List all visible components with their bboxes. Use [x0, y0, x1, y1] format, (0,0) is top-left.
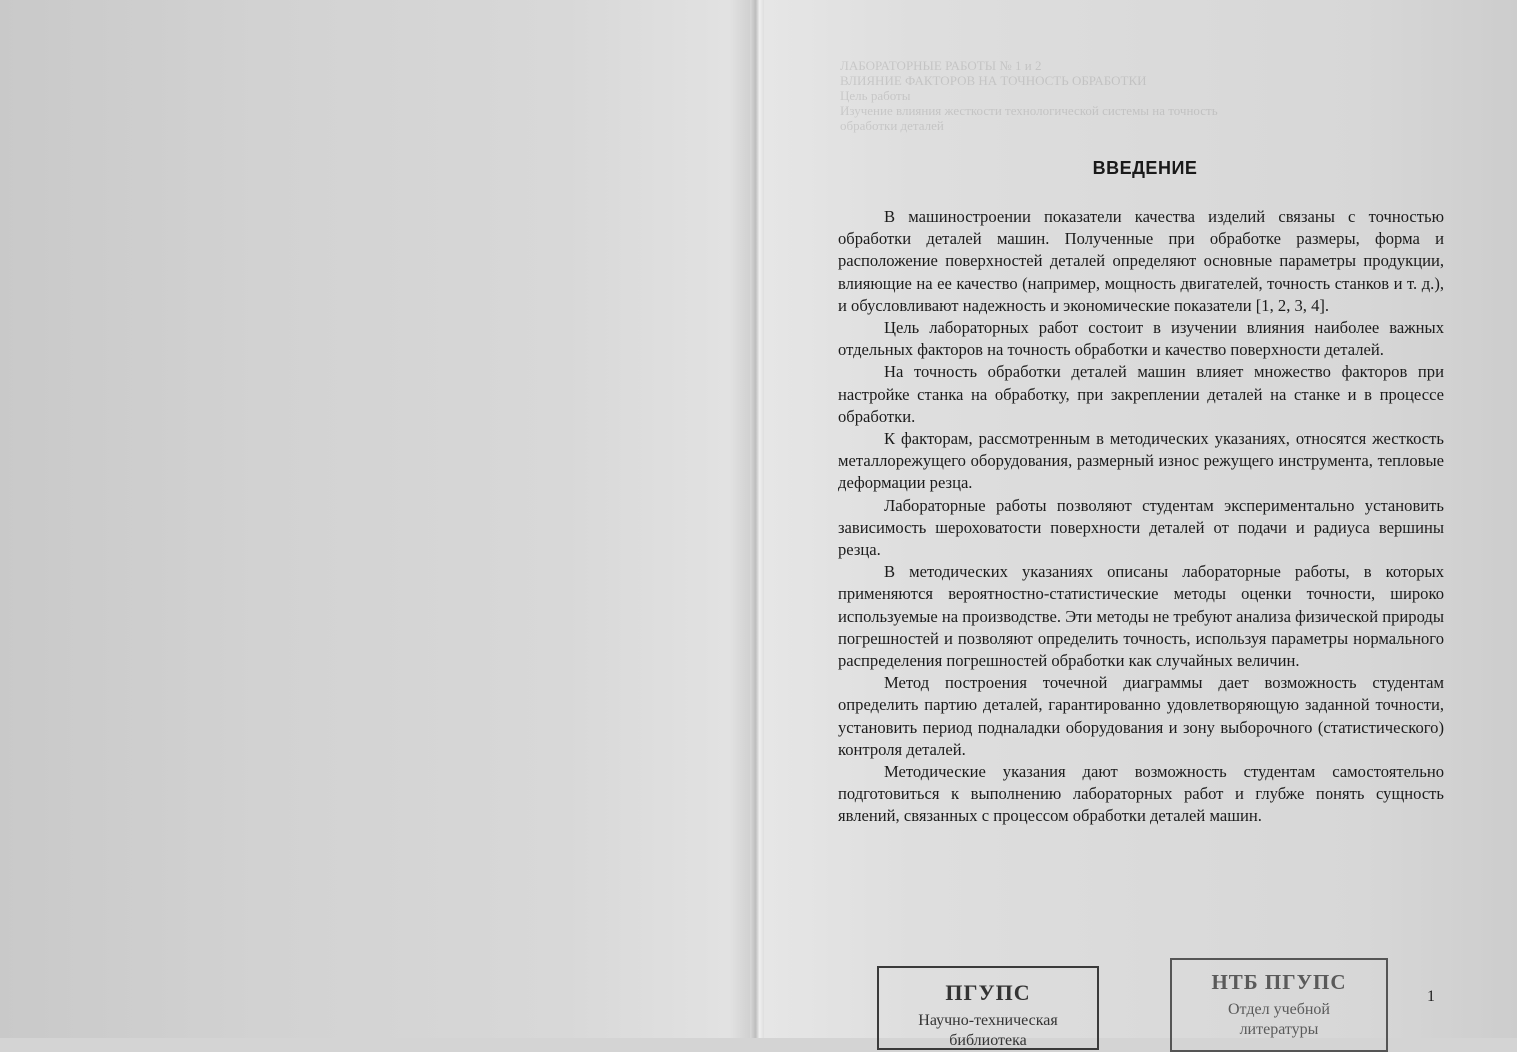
- stamp-line: Отдел учебной: [1228, 1001, 1330, 1018]
- bleed-through-line: Цель работы: [840, 88, 911, 103]
- bleed-through-text: [840, 58, 1440, 148]
- paragraph: К факторам, рассмотренным в методических указаниях, относятся жесткость металлорежущего оборудования, размерный износ режущего инструмента, тепловые деформации резца.: [838, 429, 1444, 493]
- bleed-through-line: ЛАБОРАТОРНЫЕ РАБОТЫ № 1 и 2: [840, 58, 1042, 73]
- stamp-line: литературы: [1239, 1021, 1319, 1038]
- stamp-line: Научно-техническая: [918, 1012, 1058, 1029]
- paragraph: В методических указаниях описаны лабораторные работы, в которых применяются вероятностно-статистические методы оценки точности, широко используемые на производстве. Эти методы не требуют анализа физической природы погрешностей и позволяют определить точность, используя параметры нормального распределения погрешностей обработки как случайных величин.: [838, 562, 1444, 671]
- stamp-title: НТБ ПГУПС: [1211, 970, 1347, 994]
- bleed-through-line: обработки деталей: [840, 118, 944, 133]
- stamp-title: ПГУПС: [945, 980, 1031, 1005]
- introduction-text: [838, 206, 1444, 828]
- bleed-through-line: ВЛИЯНИЕ ФАКТОРОВ НА ТОЧНОСТЬ ОБРАБОТКИ: [840, 73, 1147, 88]
- paragraph: В машиностроении показатели качества изделий связаны с точностью обработки деталей машин. Полученные при обработке размеры, форма и расположение поверхностей деталей определяют основные параметры продукции, влияющие на ее качество (например, мощность двигателей, точность станков и т. д.), и обусловливают надежность и экономические показатели [1, 2, 3, 4].: [838, 207, 1444, 315]
- bleed-through-line: Изучение влияния жесткости технологической системы на точность: [840, 103, 1218, 118]
- paragraph: Цель лабораторных работ состоит в изучении влияния наиболее важных отдельных факторов на точность обработки и качество поверхности деталей.: [838, 318, 1444, 360]
- page-number: 1: [1427, 988, 1435, 1005]
- stamp-line: библиотека: [949, 1032, 1027, 1049]
- blank-left-page: [0, 0, 752, 1038]
- page-heading: ВВЕДЕНИЕ: [1092, 158, 1198, 178]
- paragraph: Методические указания дают возможность студентам самостоятельно подготовиться к выполнению лабораторных работ и глубже понять сущность явлений, связанных с процессом обработки деталей машин.: [838, 762, 1444, 826]
- library-stamp: [877, 966, 1099, 1050]
- paragraph: На точность обработки деталей машин влияет множество факторов при настройке станка на обработку, при закреплении деталей на станке и в процессе обработки.: [838, 362, 1444, 426]
- paragraph: Лабораторные работы позволяют студентам экспериментально установить зависимость шероховатости поверхности деталей от подачи и радиуса вершины резца.: [838, 495, 1444, 560]
- paragraph: Метод построения точечной диаграммы дает возможность студентам определить партию деталей, гарантированно удовлетворяющую заданной точности, установить период подналадки оборудования и зону выборочного (статистического) контроля деталей.: [838, 673, 1444, 759]
